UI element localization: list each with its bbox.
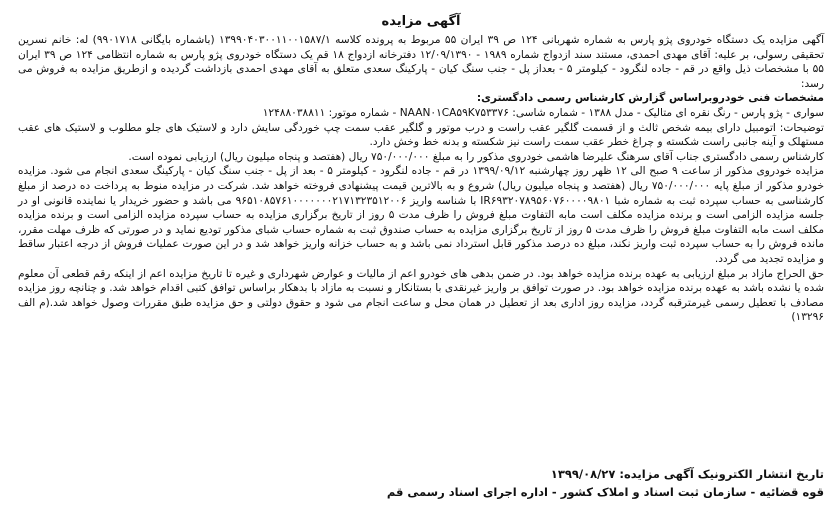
paragraph-fees: حق الحراج مازاد بر مبلغ ارزیابی به عهده برنده مزایده خواهد بود. در ضمن بدهی های خودرو اعم از مالیات و عوارض شهرداری و غیره تا تاریخ مزایده اعم از اینکه رقم قطعی آن معلوم شده یا نشده باشد به عهده برنده مزایده خواهد بود. در صورت توافق بر واریز غیرنقدی با بستانکار و نسبت به مازاد با بدهکار براساس توافق کتبی اقدام خواهد شد. و چنانچه روز مزایده مصادف با تعطیل رسمی غیرمترقبه گردد، مزایده روز اداری بعد از تعطیل در همان محل و ساعت انجام می شود و حقوق دولتی و حق مزایده طبق مقررات وصول خواهد شد.(م الف ۱۳۲۹۶) — [18, 267, 824, 324]
notice-title: آگهی مزایده — [381, 14, 461, 29]
paragraph-intro: آگهی مزایده یک دستگاه خودروی پژو پارس به شماره شهربانی ۱۲۴ ص ۳۹ ایران ۵۵ مربوط به پرونده کلاسه ۱۳۹۹۰۴۰۳۰۰۱۱۰۰۱۵۸۷/۱ (باشماره بایگانی ۹۹۰۱۷۱۸) له: خانم نسرین تحقیقی رسولی، بر علیه: آقای مهدی احمدی، مستند سند ازدواج شماره ۱۹۸۹ - ۱۲/۰۹/۱۳۹۰ دفترخانه ازدواج ۱۸ قم یک دستگاه خودروی پژو پارس به شماره انتظامی ۱۲۴ ص ۳۹ ایران ۵۵ با مشخصات ذیل واقع در قم - جاده لنگرود - کیلومتر ۵ - بعداز پل - جنب سنگ کیان - پارکینگ سعدی متعلق به آقای مهدی احمدی بازداشت گردیده و ازطریق مزایده به فروش می رسد: — [18, 34, 825, 90]
paragraph-vehicle-specs: سواری - پژو پارس - رنگ نقره ای متالیک - مدل ۱۳۸۸ - شماره شاسی: NAAN۰۱CA۵۹K۷۵۳۳۷۶ - شماره موتور: ۱۲۴۸۸۰۳۸۸۱۱ — [262, 106, 824, 119]
publication-date: تاریخ انتشار الکترونیک آگهی مزایده: ۱۳۹۹/۰۸/۲۷ — [550, 467, 824, 481]
paragraph-appraisal: کارشناس رسمی دادگستری جناب آقای سرهنگ علیرضا هاشمی خودروی مذکور را به مبلغ ۷۵۰/۰۰۰/۰۰۰ ریال (هفتصد و پنجاه میلیون ریال) ارزیابی نموده است. — [128, 150, 824, 163]
notice-footer — [387, 465, 824, 501]
notice-body — [18, 33, 824, 325]
issuing-organization: قوه قضائیه - سازمان ثبت اسناد و املاک کشور - اداره اجرای اسناد رسمی قم — [386, 485, 824, 499]
paragraph-auction-terms: مزایده خودروی مذکور از ساعت ۹ صبح الی ۱۲ ظهر روز چهارشنبه ۱۳۹۹/۰۹/۱۲ در قم - جاده لنگرود - کیلومتر ۵ - بعد از پل - جنب سنگ کیان - پارکینگ سعدی انجام می شود. مزایده خودرو مذکور از مبلغ پایه ۷۵۰/۰۰۰/۰۰۰ ریال (هفتصد و پنجاه میلیون ریال) شروع و به بالاترین قیمت پیشنهادی فروخته خواهد شد. شرکت در مزایده منوط به پرداخت ده درصد از مبلغ کارشناسی به حساب سپرده ثبت به شماره شبا IR۶۹۳۲۰۷۸۹۵۶۰۷۶۰۰۰۰۹۸۰۱ با شناسه واریز ۹۶۵۱۰۸۵۷۶۱۰۰۰۰۰۰۰۲۱۷۱۳۲۳۵۱۲۰۰۶ می باشد و حضور خریدار یا نماینده قانونی او در جلسه مزایده الزامی است و برنده مزایده مکلف است مابه التفاوت مبلغ فروش را ظرف مدت ۵ روز از تاریخ برگزاری مزایده به حساب سپرده مزایده الزامی است و برنده مزایده مکلف است مابه التفاوت مبلغ فروش را ظرف مدت ۵ روز از تاریخ برگزاری مزایده به حساب صندوق ثبت به شماره حساب شبای مذکور تودیع نماید و در صورتی که ظرف مهلت مقرر، مانده فروش را به حساب سپرده ثبت واریز نکند، مبلغ ده درصد مذکور قابل استرداد نمی باشد و به حساب خزانه واریز خواهد شد و در این صورت عملیات فروش از درجه اعتبار ساقط و مزایده تجدید می گردد. — [18, 165, 825, 265]
paragraph-specs-heading: مشخصات فنی خودروبراساس گزارش کارشناس رسمی دادگستری: — [476, 92, 824, 105]
paragraph-description: توضیحات: اتومبیل دارای بیمه شخص ثالث و از قسمت گلگیر عقب راست و درب موتور و گلگیر عقب سمت چپ خوردگی سایش دارد و لاستیک های جلو مطلوب و لاستیک های عقب مستهلک و آینه جانبی راست شکسته و چراغ خطر عقب سمت راست نیز شکسته و بدنه خط وخش دارد. — [18, 121, 824, 149]
